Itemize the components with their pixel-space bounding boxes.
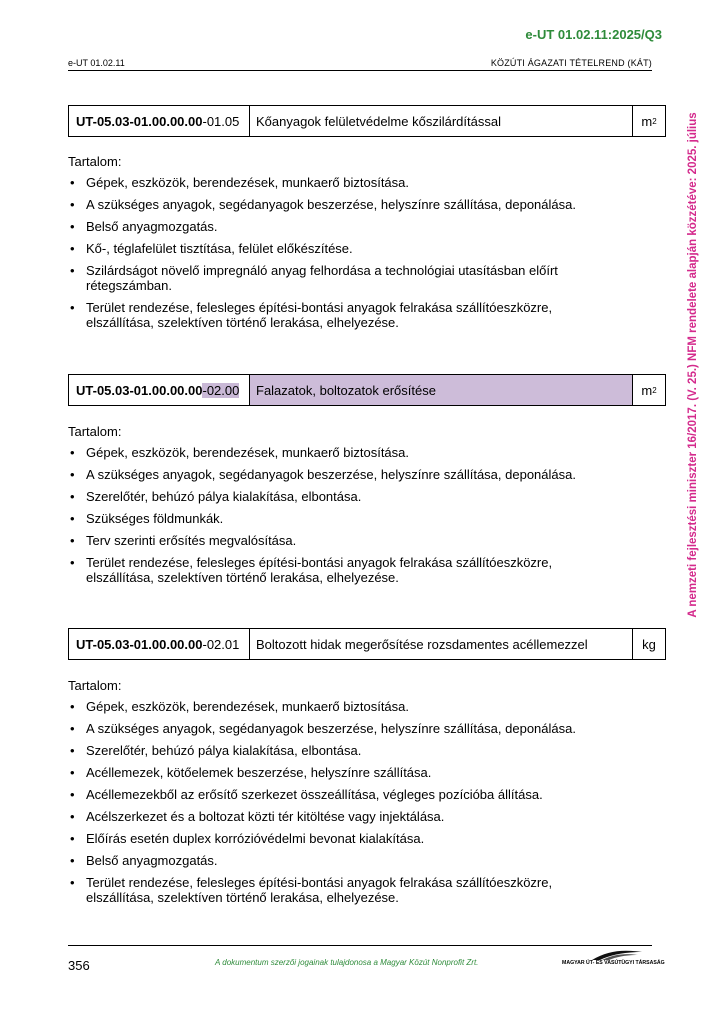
unit-base: m [641,382,653,398]
unit-base: m [641,113,653,129]
item-name: Kőanyagok felületvédelme kőszilárdítással [250,106,633,136]
list-item: • Terület rendezése, felesleges építési-bontási anyagok felrakása szállítóeszközre, elszállítása, szelektíven történő lerakása, elhelyezése. [68,300,658,330]
content-3 [68,678,658,912]
list-item: • Szerelőtér, behúzó pálya kialakítása, elbontása. [68,489,658,504]
item-code-suffix: -01.05 [202,113,240,129]
list-item: • Szilárdságot növelő impregnáló anyag felhordása a technológiai utasításban előírt rétegszámban. [68,263,658,293]
list-item: • Acélszerkezet és a boltozat közti tér kitöltése vagy injektálása. [68,809,658,824]
item-code-prefix: UT-05.03-01.00.00.00 [76,382,203,398]
page-number: 356 [68,958,90,973]
content-2 [68,424,658,592]
item-table-1 [68,105,666,137]
item-unit [633,375,665,405]
list-item: • Gépek, eszközök, berendezések, munkaerő biztosítása. [68,175,658,190]
list-item: • Belső anyagmozgatás. [68,219,658,234]
list-item: • Acéllemezekből az erősítő szerkezet összeállítása, végleges pozícióba állítása. [68,787,658,802]
item-code [69,106,250,136]
item-code [69,629,250,659]
item-code-suffix: -02.01 [202,636,240,652]
list-item: • Szükséges földmunkák. [68,511,658,526]
list-item: • Terv szerinti erősítés megvalósítása. [68,533,658,548]
content-label: Tartalom: [68,154,122,169]
footer-rule [68,945,652,946]
unit-sup: 2 [652,385,657,395]
item-code [69,375,250,405]
sidebar-text: A nemzeti fejlesztési miniszter 16/2017. (V. 25.) NFM rendelete alapján közzétéve: 2025. július [687,112,699,618]
list-item: • A szükséges anyagok, segédanyagok beszerzése, helyszínre szállítása, deponálása. [68,197,658,212]
content-label: Tartalom: [68,678,122,693]
item-table-3 [68,628,666,660]
list-item: • Terület rendezése, felesleges építési-bontási anyagok felrakása szállítóeszközre, elszállítása, szelektíven történő lerakása, elhelyezése. [68,555,658,585]
list-item: • Előírás esetén duplex korrózióvédelmi bevonat kialakítása. [68,831,658,846]
item-name: Boltozott hidak megerősítése rozsdamentes acéllemezzel [250,629,633,659]
item-name: Falazatok, boltozatok erősítése [250,375,633,405]
logo-text: MAGYAR ÚT- ÉS VASÚTÜGYI TÁRSASÁG [562,960,665,966]
list-item: • A szükséges anyagok, segédanyagok beszerzése, helyszínre szállítása, deponálása. [68,467,658,482]
sidebar-note [683,100,703,630]
item-code-prefix: UT-05.03-01.00.00.00 [76,636,203,652]
unit-base: kg [642,636,656,652]
list-item: • Szerelőtér, behúzó pálya kialakítása, elbontása. [68,743,658,758]
copyright-note: A dokumentum szerzői jogainak tulajdonosa a Magyar Közút Nonprofit Zrt. [215,958,479,967]
list-item: • Terület rendezése, felesleges építési-bontási anyagok felrakása szállítóeszközre, elszállítása, szelektíven történő lerakása, elhelyezése. [68,875,658,905]
document-code: e-UT 01.02.11:2025/Q3 [525,27,662,42]
item-unit [633,106,665,136]
company-logo [562,948,665,968]
unit-sup: 2 [652,116,657,126]
list-item: • Gépek, eszközök, berendezések, munkaerő biztosítása. [68,445,658,460]
list-item: • A szükséges anyagok, segédanyagok beszerzése, helyszínre szállítása, deponálása. [68,721,658,736]
list-item: • Kő-, téglafelület tisztítása, felület előkészítése. [68,241,658,256]
item-unit [633,629,665,659]
item-code-prefix: UT-05.03-01.00.00.00 [76,113,203,129]
header-left: e-UT 01.02.11 [68,58,125,68]
content-label: Tartalom: [68,424,122,439]
list-item: • Acéllemezek, kötőelemek beszerzése, helyszínre szállítása. [68,765,658,780]
content-1 [68,154,658,337]
item-table-2 [68,374,666,406]
item-code-suffix: -02.00 [202,382,240,398]
list-item: • Gépek, eszközök, berendezések, munkaerő biztosítása. [68,699,658,714]
running-header [68,58,652,71]
header-right: KÖZÚTI ÁGAZATI TÉTELREND (KÁT) [490,58,652,68]
list-item: • Belső anyagmozgatás. [68,853,658,868]
